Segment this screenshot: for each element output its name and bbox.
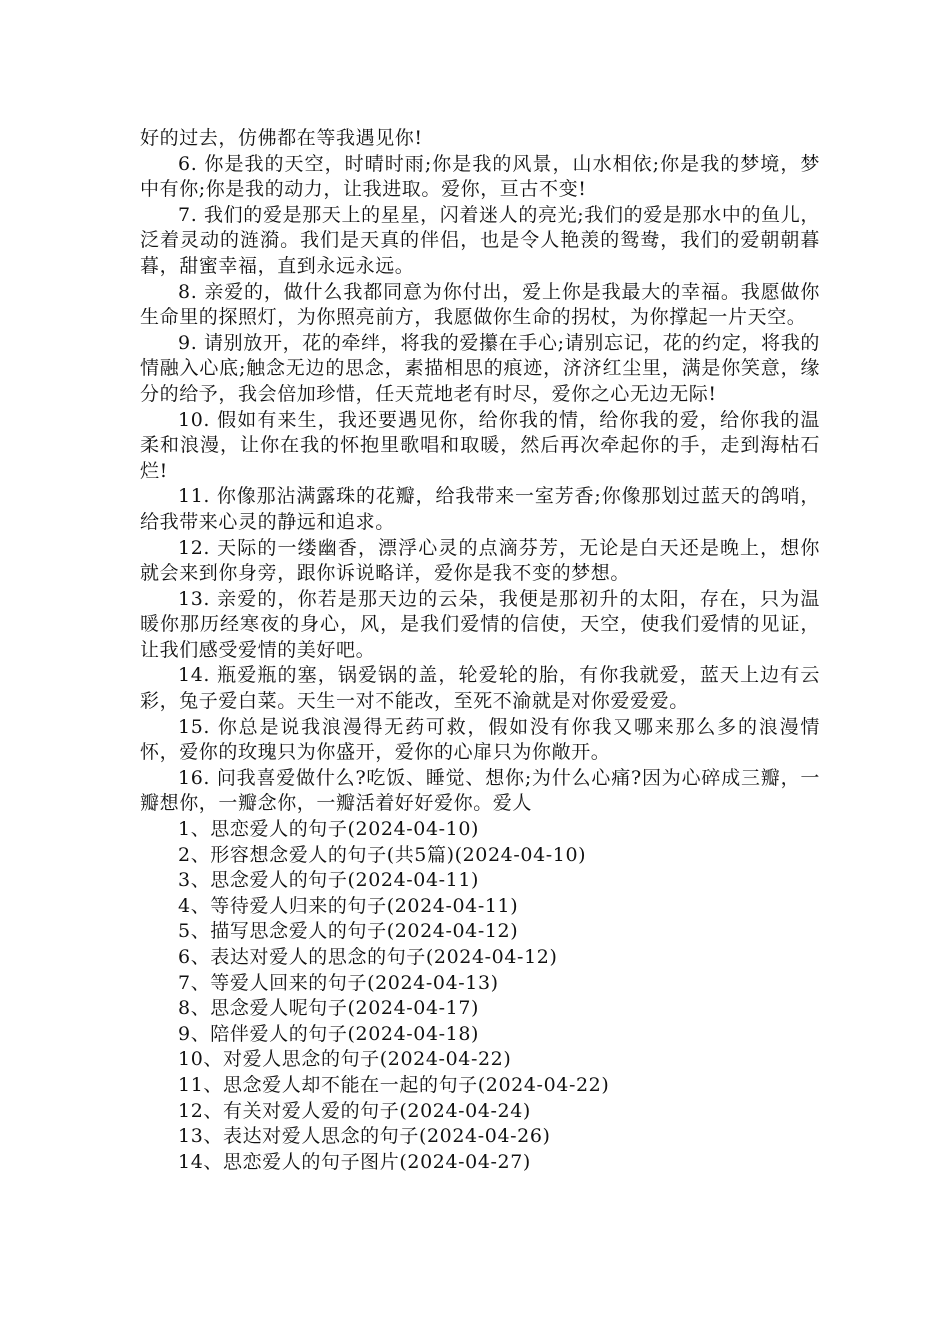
related-article-link[interactable]: 10、对爱人思念的句子(2024-04-22) [178, 1048, 512, 1071]
paragraph-8: 13. 亲爱的，你若是那天边的云朵，我便是那初升的太阳，存在，只为温暖你那历经寒夜的身心，风，是我们爱情的信使，天空，使我们爱情的见证，让我们感受爱情的美好吧。 [140, 587, 820, 661]
related-article-link[interactable]: 13、表达对爱人思念的句子(2024-04-26) [178, 1125, 551, 1148]
related-article-link[interactable]: 6、表达对爱人的思念的句子(2024-04-12) [178, 946, 558, 968]
paragraph-11: 16. 问我喜爱做什么?吃饭、睡觉、想你;为什么心痛?因为心碎成三瓣，一瓣想你，一瓣念你，一瓣活着好好爱你。爱人 [140, 766, 820, 815]
related-article-link[interactable]: 5、描写思念爱人的句子(2024-04-12) [178, 920, 519, 943]
paragraph-2: 7. 我们的爱是那天上的星星，闪着迷人的亮光;我们的爱是那水中的鱼儿，泛着灵动的涟漪。我们是天真的伴侣，也是令人艳羡的鸳鸯，我们的爱朝朝暮暮，甜蜜幸福，直到永远永远。 [140, 203, 820, 277]
related-articles-list [140, 817, 820, 1175]
paragraph-3: 8. 亲爱的，做什么我都同意为你付出，爱上你是我最大的幸福。我愿做你生命里的探照灯，为你照亮前方，我愿做你生命的拐杖，为你撑起一片天空。 [140, 280, 820, 329]
paragraph-0: 好的过去，仿佛都在等我遇见你! [140, 127, 423, 149]
related-article-link[interactable]: 14、思恋爱人的句子图片(2024-04-27) [178, 1150, 531, 1173]
paragraph-1: 6. 你是我的天空，时晴时雨;你是我的风景，山水相依;你是我的梦境，梦中有你;你是我的动力，让我进取。爱你，亘古不变! [140, 152, 820, 201]
related-article-link[interactable]: 7、等爱人回来的句子(2024-04-13) [178, 971, 499, 994]
related-article-link[interactable]: 12、有关对爱人爱的句子(2024-04-24) [178, 1099, 531, 1122]
document-body [140, 126, 820, 1175]
paragraph-5: 10. 假如有来生，我还要遇见你，给你我的情，给你我的爱，给你我的温柔和浪漫，让你在我的怀抱里歌唱和取暖，然后再次牵起你的手，走到海枯石烂! [140, 408, 820, 482]
paragraph-7: 12. 天际的一缕幽香，漂浮心灵的点滴芬芳，无论是白天还是晚上，想你就会来到你身旁，跟你诉说略详，爱你是我不变的梦想。 [140, 536, 820, 585]
related-article-link[interactable]: 11、思念爱人却不能在一起的句子(2024-04-22) [178, 1073, 610, 1096]
related-article-link[interactable]: 3、思念爱人的句子(2024-04-11) [178, 869, 480, 892]
related-article-link[interactable]: 8、思念爱人呢句子(2024-04-17) [178, 997, 480, 1020]
related-article-link[interactable]: 1、思恋爱人的句子(2024-04-10) [178, 818, 480, 841]
paragraph-10: 15. 你总是说我浪漫得无药可救，假如没有你我又哪来那么多的浪漫情怀，爱你的玫瑰只为你盛开，爱你的心扉只为你敞开。 [140, 715, 820, 764]
paragraph-4: 9. 请别放开，花的牵绊，将我的爱攥在手心;请别忘记，花的约定，将我的情融入心底;触念无边的思念，素描相思的痕迹，济济红尘里，满是你笑意，缘分的给予，我会倍加珍惜，任天荒地老有时尽，爱你之心无边无际! [140, 331, 820, 405]
related-article-link[interactable]: 2、形容想念爱人的句子(共5篇)(2024-04-10) [178, 843, 587, 866]
related-article-link[interactable]: 4、等待爱人归来的句子(2024-04-11) [178, 894, 519, 917]
paragraph-6: 11. 你像那沾满露珠的花瓣，给我带来一室芳香;你像那划过蓝天的鸽哨，给我带来心灵的静远和追求。 [140, 485, 820, 533]
paragraph-9: 14. 瓶爱瓶的塞，锅爱锅的盖，轮爱轮的胎，有你我就爱，蓝天上边有云彩，兔子爱白菜。天生一对不能改，至死不渝就是对你爱爱爱。 [140, 664, 820, 713]
related-article-link[interactable]: 9、陪伴爱人的句子(2024-04-18) [178, 1022, 480, 1045]
